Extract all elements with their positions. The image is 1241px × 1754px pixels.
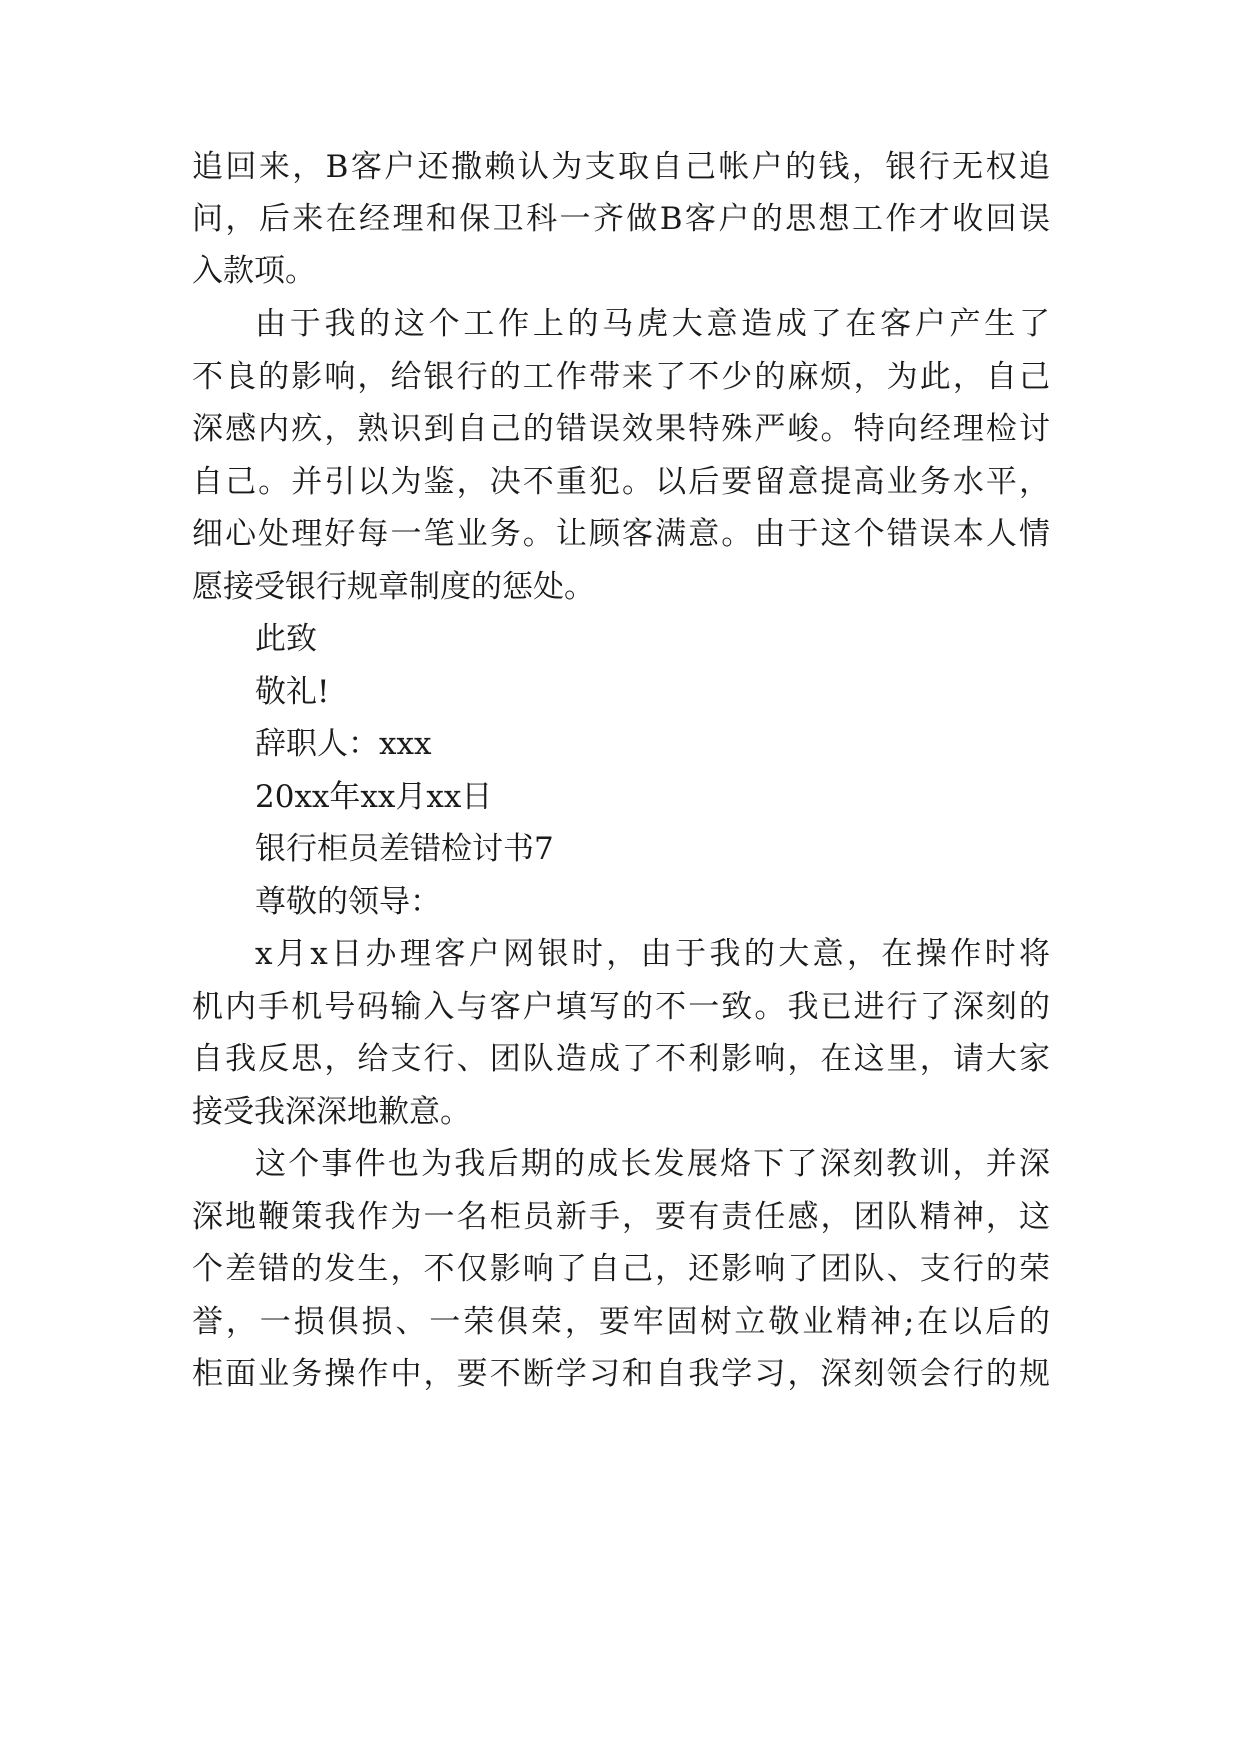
text-line: 问，后来在经理和保卫科一齐做B客户的思想工作才收回误 [192,201,1050,237]
closing-salutation: 此致 [255,621,317,657]
text-line: 追回来，B客户还撒赖认为支取自己帐户的钱，银行无权追 [192,149,1050,185]
text-line: 深地鞭策我作为一名柜员新手，要有责任感，团队精神，这 [192,1199,1050,1235]
text-line: 柜面业务操作中，要不断学习和自我学习，深刻领会行的规 [192,1356,1050,1392]
greeting-line: 尊敬的领导： [255,884,441,920]
text-line: 自我反思，给支行、团队造成了不利影响，在这里，请大家 [192,1041,1050,1077]
date-line: 20xx年xx月xx日 [255,779,493,815]
text-line: 接受我深深地歉意。 [192,1094,471,1130]
text-line: 个差错的发生，不仅影响了自己，还影响了团队、支行的荣 [192,1251,1050,1287]
text-line: x月x日办理客户网银时，由于我的大意，在操作时将 [255,936,1050,972]
text-line: 不良的影响，给银行的工作带来了不少的麻烦，为此，自己 [192,359,1050,395]
text-line: 由于我的这个工作上的马虎大意造成了在客户产生了 [255,306,1050,342]
section-heading: 银行柜员差错检讨书7 [255,831,554,867]
text-line: 机内手机号码输入与客户填写的不一致。我已进行了深刻的 [192,989,1050,1025]
text-line: 细心处理好每一笔业务。让顾客满意。由于这个错误本人情 [192,516,1050,552]
signature-line: 辞职人：xxx [255,726,432,762]
text-line: 深感内疚，熟识到自己的错误效果特殊严峻。特向经理检讨 [192,411,1050,447]
text-line: 这个事件也为我后期的成长发展烙下了深刻教训，并深 [255,1146,1050,1182]
text-line: 自己。并引以为鉴，决不重犯。以后要留意提高业务水平， [192,464,1050,500]
text-line: 入款项。 [192,253,316,289]
closing-regards: 敬礼! [255,674,330,710]
text-line: 誉，一损俱损、一荣俱荣，要牢固树立敬业精神;在以后的 [192,1304,1050,1340]
text-line: 愿接受银行规章制度的惩处。 [192,569,595,605]
